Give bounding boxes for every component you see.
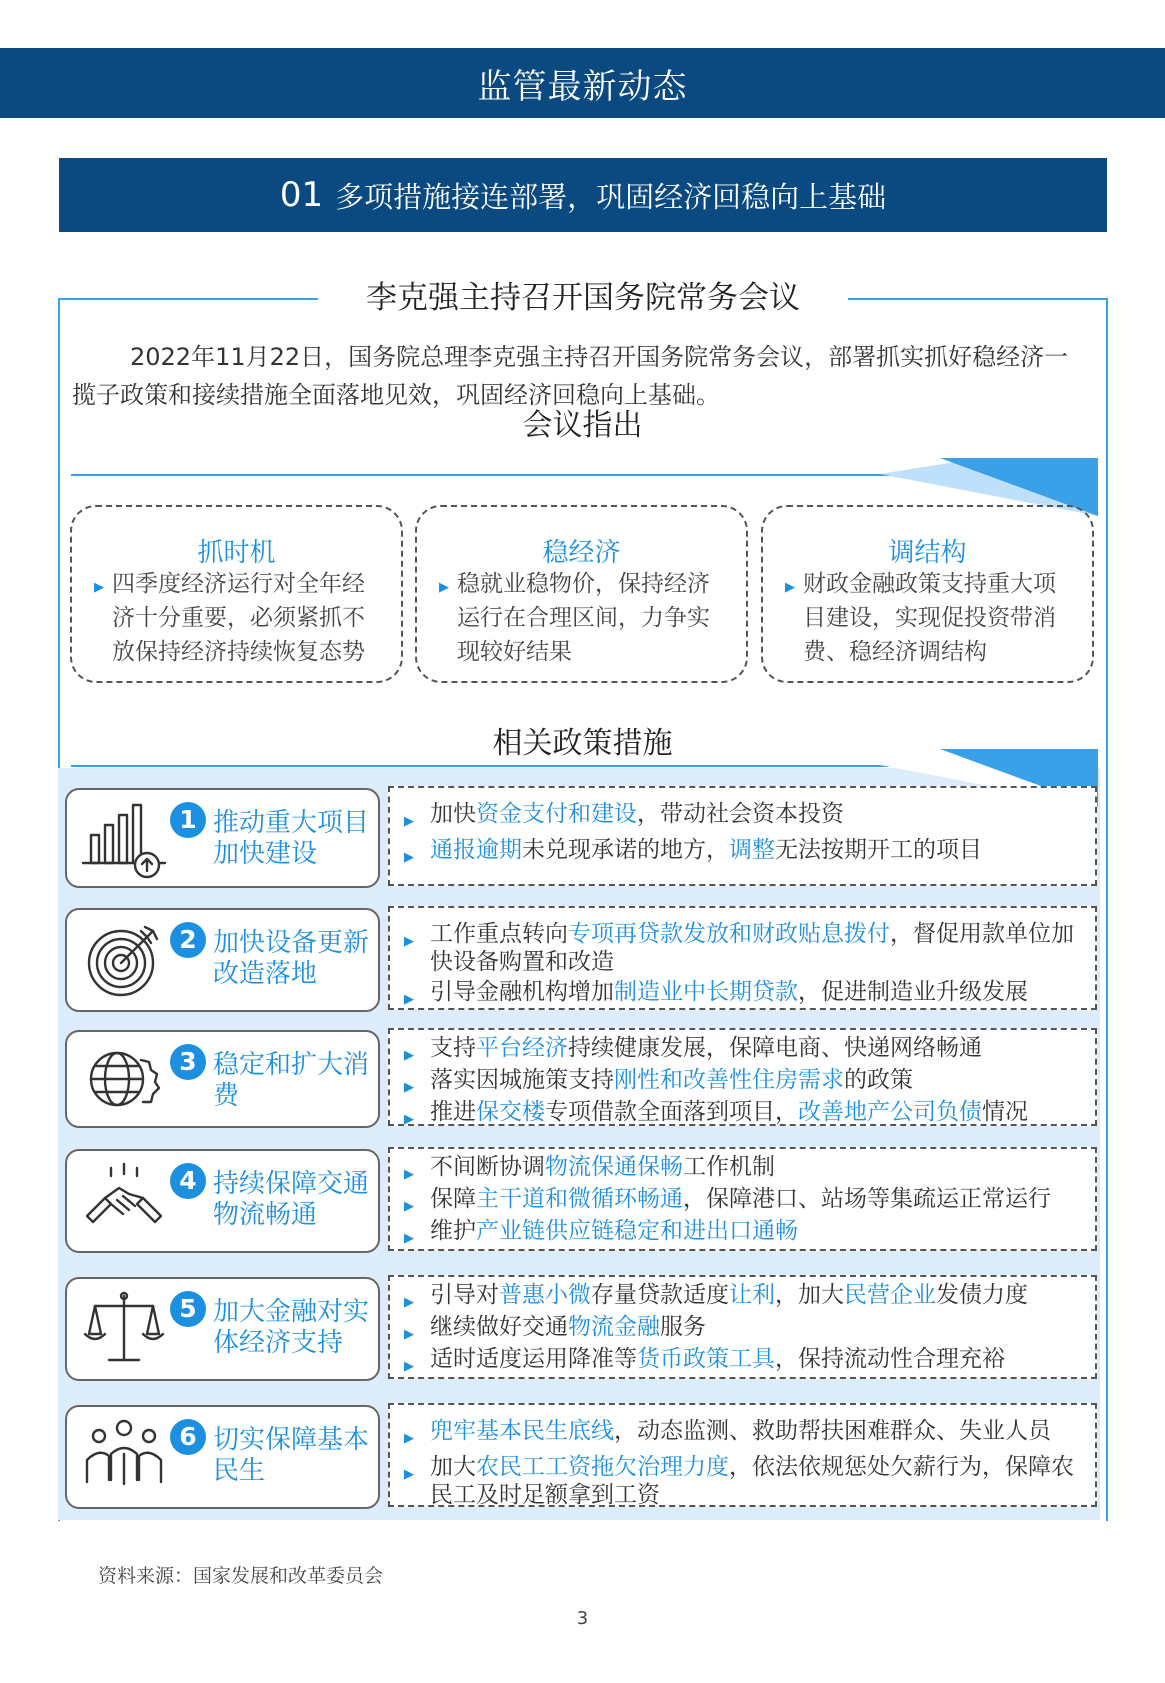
measure-text: 发债力度 (936, 1282, 1028, 1308)
highlight-text: 改善地产公司负债 (798, 1099, 982, 1125)
policy-number-badge: 5 (170, 1291, 206, 1327)
balance-scale-icon (81, 1286, 167, 1372)
point-card-title: 调结构 (888, 538, 967, 568)
policy-measure-item (402, 1098, 1083, 1126)
highlight-text: 农民工工资拖欠治理力度 (476, 1454, 729, 1480)
policy-3-label-box (65, 1030, 380, 1128)
highlight-text: 普惠小微 (499, 1282, 591, 1308)
measure-text: 推进 (430, 1099, 476, 1125)
highlight-text: 专项再贷款发放和财政贴息拨付 (568, 921, 890, 947)
measure-text: 服务 (660, 1314, 706, 1340)
policy-title: 加快设备更新改造落地 (213, 928, 370, 989)
bullet-arrow-icon: ▶ (404, 1080, 414, 1095)
policy-number-badge: 6 (170, 1419, 206, 1455)
measure-text: 情况 (982, 1099, 1028, 1125)
measure-text: 继续做好交通 (430, 1314, 568, 1340)
measure-text: 无法按期开工的项目 (775, 837, 982, 863)
page-number: 3 (576, 1608, 589, 1629)
highlight-text: 货币政策工具 (637, 1346, 775, 1372)
bullet-arrow-icon: ▶ (404, 1327, 414, 1342)
policy-title: 持续保障交通物流畅通 (213, 1169, 370, 1230)
measure-text: ，保持流动性合理充裕 (775, 1346, 1005, 1372)
policy-measure-item (402, 1345, 1083, 1373)
measure-text: ，保障港口、站场等集疏运正常运行 (683, 1186, 1051, 1212)
measure-text: ，促进制造业升级发展 (798, 979, 1028, 1005)
highlight-text: 刚性和改善性住房需求 (614, 1067, 844, 1093)
policies-divider (71, 765, 951, 767)
policy-measure-item (402, 1066, 1083, 1094)
bullet-arrow-icon: ▶ (404, 992, 414, 1007)
section-title: 多项措施接连部署，巩固经济回稳向上基础 (335, 179, 887, 214)
bullet-arrow-icon: ▶ (404, 1048, 414, 1063)
measure-text: ，带动社会资本投资 (637, 801, 844, 827)
policy-2-measures-box (388, 906, 1097, 1010)
policy-1-measures-box (388, 786, 1097, 886)
policy-measure-item (402, 1281, 1083, 1309)
bullet-arrow-icon: ▶ (404, 1231, 414, 1246)
policy-6-label-box (65, 1405, 380, 1509)
page-banner: 监管最新动态 (0, 48, 1165, 118)
policy-measure-item (402, 1153, 1083, 1181)
policy-measure-item (402, 1217, 1083, 1245)
policy-number-badge: 1 (170, 802, 206, 838)
policy-measure-item (402, 836, 1083, 864)
point-card-2 (415, 505, 748, 683)
people-group-icon (81, 1414, 167, 1500)
bullet-arrow-icon: ▶ (404, 814, 414, 829)
bullet-arrow-icon: ▶ (404, 1295, 414, 1310)
bullet-arrow-icon: ▶ (404, 850, 414, 865)
highlight-text: 保交楼 (476, 1099, 545, 1125)
bullet-arrow-icon: ▶ (785, 580, 795, 595)
bullet-arrow-icon: ▶ (404, 1199, 414, 1214)
highlight-text: 平台经济 (476, 1035, 568, 1061)
policy-1-label-box (65, 788, 380, 888)
measure-text: 专项借款全面落到项目， (545, 1099, 798, 1125)
policy-number-badge: 2 (170, 922, 206, 958)
policy-number-badge: 4 (170, 1163, 206, 1199)
policy-title: 加大金融对实体经济支持 (213, 1297, 370, 1358)
highlight-text: 资金支付和建设 (476, 801, 637, 827)
highlight-text: 物流保通保畅 (545, 1154, 683, 1180)
point-card-text: 财政金融政策支持重大项目建设，实现促投资带消费、稳经济调结构 (803, 571, 1056, 665)
bullet-arrow-icon: ▶ (404, 1112, 414, 1127)
bullet-arrow-icon: ▶ (404, 1359, 414, 1374)
policy-title: 推动重大项目加快建设 (213, 808, 370, 869)
globe-gear-icon (81, 1036, 167, 1122)
highlight-text: 主干道和微循环畅通 (476, 1186, 683, 1212)
point-card-text: 四季度经济运行对全年经济十分重要，必须紧抓不放保持经济持续恢复态势 (112, 571, 365, 665)
policies-heading: 相关政策措施 (492, 726, 673, 761)
highlight-text: 调整 (729, 837, 775, 863)
bullet-arrow-icon: ▶ (404, 1467, 414, 1482)
point-card-text: 稳就业稳物价，保持经济运行在合理区间，力争实现较好结果 (457, 571, 710, 665)
measure-text: 引导金融机构增加 (430, 979, 614, 1005)
policy-measure-item (402, 1417, 1083, 1445)
bullet-arrow-icon: ▶ (404, 1431, 414, 1446)
measure-text: ，动态监测、救助帮扶困难群众、失业人员 (614, 1418, 1051, 1444)
measure-text: 落实因城施策支持 (430, 1067, 614, 1093)
point-card-title: 稳经济 (542, 538, 621, 568)
policy-measure-item (402, 1034, 1083, 1062)
bullet-arrow-icon: ▶ (439, 580, 449, 595)
measure-text: 不间断协调 (430, 1154, 545, 1180)
points-divider (71, 474, 951, 476)
measure-text: 工作重点转向 (430, 921, 568, 947)
policy-4-measures-box (388, 1147, 1097, 1251)
policy-measure-item (402, 1453, 1083, 1509)
policy-4-label-box (65, 1149, 380, 1253)
section-title-bar (59, 158, 1107, 232)
meeting-title: 李克强主持召开国务院常务会议 (318, 274, 848, 322)
point-card-1 (70, 505, 403, 683)
policy-measure-item (402, 1313, 1083, 1341)
measure-text: ，依法依规惩处欠薪行为，保障农民工及时足额拿到工资 (430, 1454, 1074, 1508)
policy-5-label-box (65, 1277, 380, 1381)
bullet-arrow-icon: ▶ (94, 580, 104, 595)
measure-text: 引导对 (430, 1282, 499, 1308)
target-icon (81, 917, 167, 1003)
measure-text: 维护 (430, 1218, 476, 1244)
measure-text: 存量贷款适度 (591, 1282, 729, 1308)
highlight-text: 民营企业 (844, 1282, 936, 1308)
measure-text: 加大 (430, 1454, 476, 1480)
point-card-3 (761, 505, 1094, 683)
measure-text: ，督促用款单位加快设备购置和改造 (430, 921, 1074, 975)
source-note: 资料来源：国家发展和改革委员会 (98, 1565, 384, 1587)
bullet-arrow-icon: ▶ (404, 934, 414, 949)
highlight-text: 制造业中长期贷款 (614, 979, 798, 1005)
policy-5-measures-box (388, 1275, 1097, 1379)
points-heading: 会议指出 (522, 408, 643, 443)
section-number: 01 (279, 175, 324, 215)
highlight-text: 通报逾期 (430, 837, 522, 863)
measure-text: 支持 (430, 1035, 476, 1061)
bullet-arrow-icon: ▶ (404, 1167, 414, 1182)
bar-chart-growth-icon (81, 795, 167, 881)
point-card-title: 抓时机 (197, 538, 276, 568)
measure-text: 未兑现承诺的地方， (522, 837, 729, 863)
measure-text: ，加大 (775, 1282, 844, 1308)
measure-text: 适时适度运用降准等 (430, 1346, 637, 1372)
policy-measure-item (402, 1185, 1083, 1213)
measure-text: 持续健康发展，保障电商、快递网络畅通 (568, 1035, 982, 1061)
highlight-text: 让利 (729, 1282, 775, 1308)
policy-number-badge: 3 (170, 1044, 206, 1080)
policy-measure-item (402, 800, 1083, 828)
highlight-text: 物流金融 (568, 1314, 660, 1340)
measure-text: 保障 (430, 1186, 476, 1212)
highlight-text: 产业链供应链稳定和进出口通畅 (476, 1218, 798, 1244)
policy-title: 稳定和扩大消费 (213, 1050, 370, 1111)
meeting-intro: 2022年11月22日，国务院总理李克强主持召开国务院常务会议，部署抓实抓好稳经济一揽子政策和接续措施全面落地见效，巩固经济回稳向上基础。 (72, 343, 1069, 409)
measure-text: 的政策 (844, 1067, 913, 1093)
policy-measure-item (402, 920, 1083, 976)
highlight-text: 兜牢基本民生底线 (430, 1418, 614, 1444)
handshake-icon (81, 1158, 167, 1244)
measure-text: 加快 (430, 801, 476, 827)
policy-title: 切实保障基本民生 (213, 1425, 370, 1486)
measure-text: 工作机制 (683, 1154, 775, 1180)
policy-3-measures-box (388, 1028, 1097, 1126)
policy-measure-item (402, 978, 1083, 1006)
policy-2-label-box (65, 908, 380, 1012)
policy-6-measures-box (388, 1403, 1097, 1507)
